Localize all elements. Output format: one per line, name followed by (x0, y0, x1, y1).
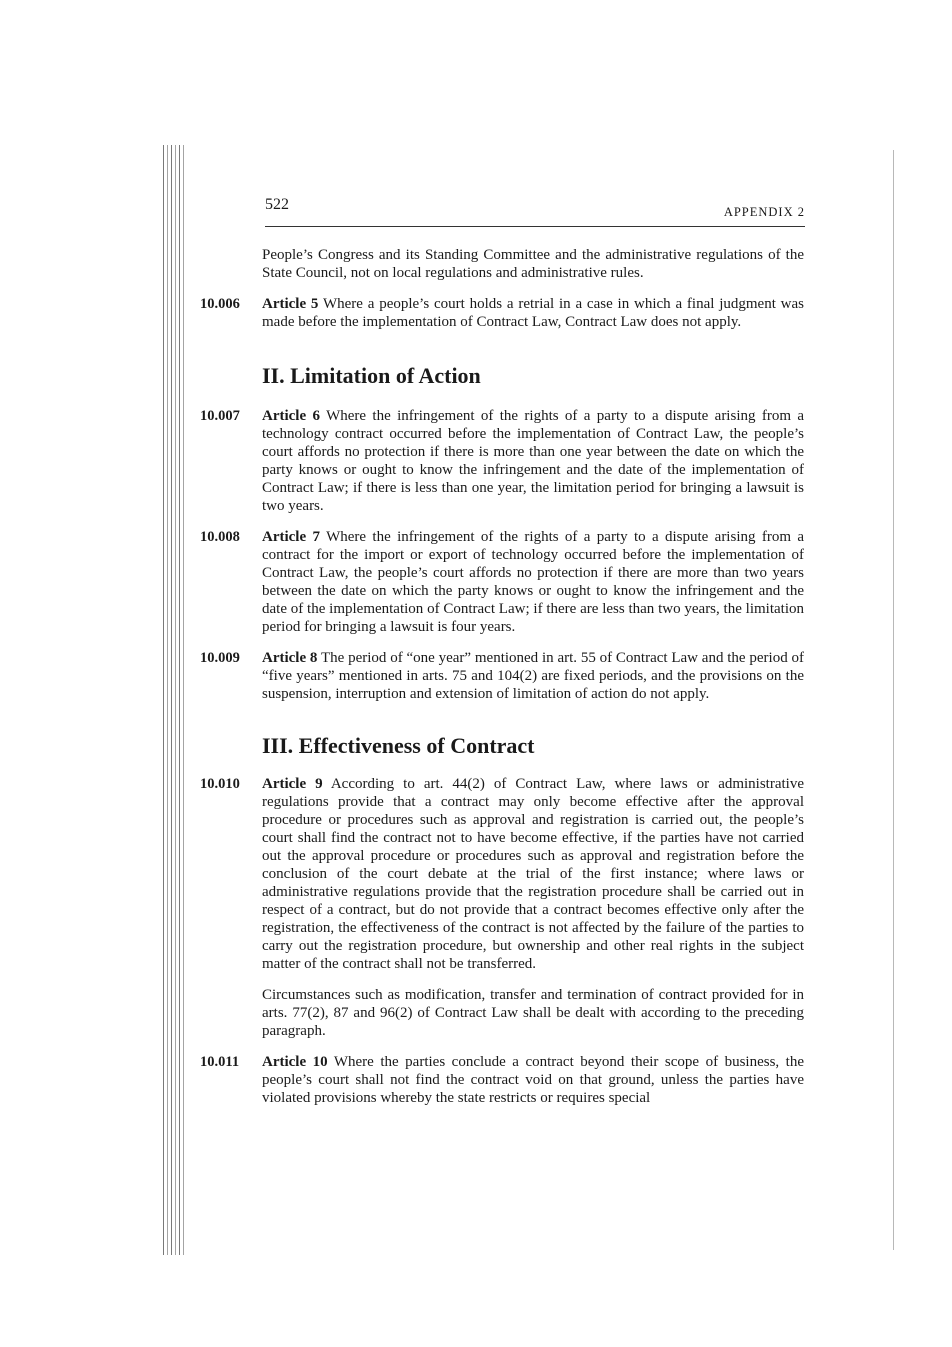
paragraph (190, 246, 804, 282)
paragraph-number: 10.011 (200, 1054, 240, 1070)
scan-binding-edge (160, 145, 186, 1255)
paragraph-10-006 (190, 295, 804, 331)
paragraph-text: People’s Congress and its Standing Committee and the administrative regulations of the State Council, not on local regulations and administrative rules. (262, 247, 804, 281)
paragraph-text: Where the infringement of the rights of a party to a dispute arising from a technology contract occurred before the implementation of Contract Law, the people’s court affords no protection if there is more than one year between the date on which the party knows or ought to know the infringement and the date of the implementation of Contract Law; if there is less than one year, the limitation period for bringing a lawsuit is two years. (262, 408, 804, 514)
paragraph-text: Where a people’s court holds a retrial in a case in which a final judgment was made before the implementation of Contract Law, Contract Law does not apply. (262, 296, 804, 330)
page-header (265, 196, 805, 227)
paragraph-text: Circumstances such as modification, transfer and termination of contract provided for in arts. 77(2), 87 and 96(2) of Contract Law shall be dealt with according to the preceding paragraph. (262, 987, 804, 1039)
paragraph-text: According to art. 44(2) of Contract Law, where laws or administrative regulations provide that a contract may only become effective after the approval procedure or procedures such as approval and registration is carried out, the people’s court shall find the contract not to have become effective, if the parties have not carried out the approval procedure or procedures such as approval and registration before the conclusion of the court debate at the trial of the first instance; where laws or administrative regulations provide that the registration procedure shall be carried out in respect of a contract, but do not provide that a contract becomes effective only after the registration, the effectiveness of the contract is not affected by the failure of the parties to carry out the registration procedure, but ownership and other real rights in the subject matter of the contract shall not be transferred. (262, 776, 804, 972)
article-label: Article 9 (262, 776, 323, 792)
section-heading-effectiveness: III. Effectiveness of Contract (262, 733, 535, 758)
page-number: 522 (265, 196, 289, 213)
paragraph-number: 10.007 (200, 408, 240, 424)
scan-right-edge (893, 150, 894, 1250)
paragraph-number: 10.009 (200, 650, 240, 666)
article-label: Article 5 (262, 296, 319, 312)
article-label: Article 6 (262, 408, 320, 424)
paragraph-text: Where the infringement of the rights of a party to a dispute arising from a contract for the import or export of technology occurred before the implementation of Contract Law, the people’s court affords no protection if there are more than two years between the date on which the party knows or ought to know the infringement and the date of the implementation of Contract Law; if there are less than two years, the limitation period for bringing a lawsuit is four years. (262, 529, 804, 635)
paragraph-10-010 (190, 775, 804, 973)
paragraph-10-007 (190, 407, 804, 515)
paragraph-10-009 (190, 649, 804, 703)
paragraph-10-011 (190, 1053, 804, 1107)
section-heading-limitation: II. Limitation of Action (262, 363, 481, 388)
article-label: Article 7 (262, 529, 320, 545)
running-head: APPENDIX 2 (723, 205, 805, 219)
paragraph-number: 10.010 (200, 776, 240, 792)
paragraph-number: 10.006 (200, 296, 240, 312)
paragraph-text: The period of “one year” mentioned in art. 55 of Contract Law and the period of “five years” mentioned in arts. 75 and 104(2) are fixed periods, and the provisions on the suspension, interruption and extension of limitation of action do not apply. (262, 650, 804, 702)
paragraph-number: 10.008 (200, 529, 240, 545)
article-label: Article 8 (262, 650, 318, 666)
page-body (190, 246, 804, 1120)
paragraph-10-008 (190, 528, 804, 636)
paragraph (190, 986, 804, 1040)
article-label: Article 10 (262, 1054, 328, 1070)
paragraph-text: Where the parties conclude a contract beyond their scope of business, the people’s court shall not find the contract void on that ground, unless the parties have violated provisions whereby the state restricts or requires special (262, 1054, 804, 1106)
